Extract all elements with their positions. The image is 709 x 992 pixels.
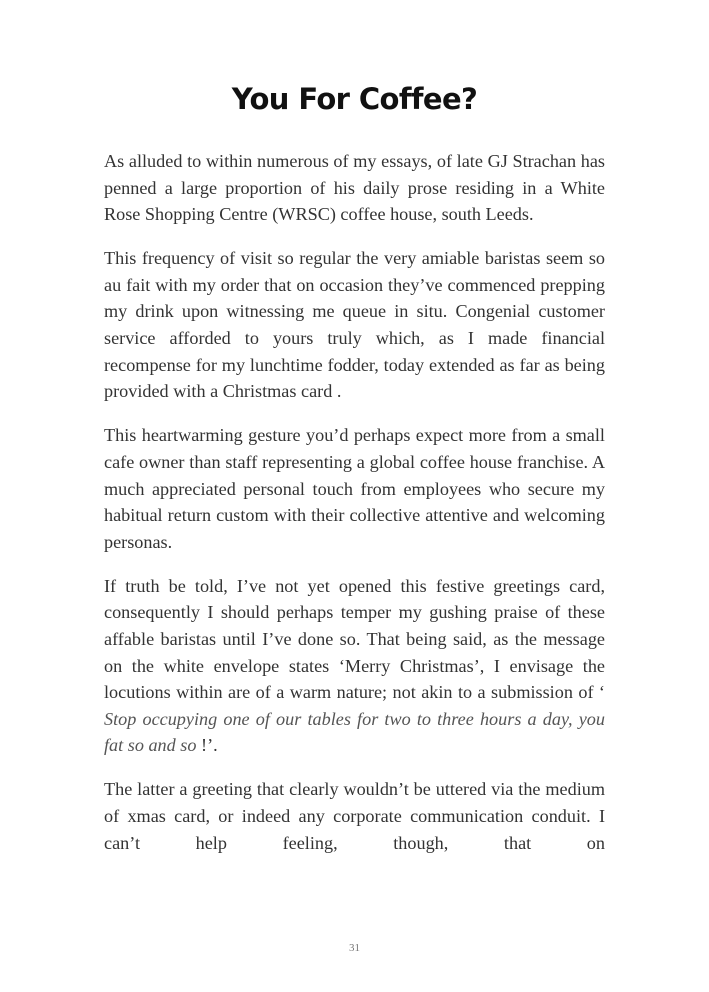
paragraph-1: As alluded to within numerous of my essays, of late GJ Strachan has penned a large proportion of his daily prose residing in a White Rose Shopping Centre (WRSC) coffee house, south Leeds. bbox=[104, 151, 605, 225]
paragraph-3: This heartwarming gesture you’d perhaps expect more from a small cafe owner than staff representing a global coffee house franchise. A much appreciated personal touch from employees who secure my habitual return custom with their collective attentive and welcoming personas. bbox=[104, 425, 605, 552]
paragraph-2: This frequency of visit so regular the very amiable baristas seem so au fait with my order that on occasion they’ve commenced prepping my drink upon witnessing me queue in situ. Congenial customer service afforded to yours truly which, as I made financial recompense for my lunchtime fodder, today extended as far as being provided with a Christmas card . bbox=[104, 248, 605, 402]
paragraph-4-closing: !’. bbox=[196, 735, 218, 756]
chapter-title: You For Coffee? bbox=[231, 82, 478, 116]
chapter-body bbox=[104, 148, 605, 874]
paragraph-5: The latter a greeting that clearly wouldn’t be uttered via the medium of xmas card, or indeed any corporate communication conduit. I can’t help feeling, though, that on bbox=[104, 779, 605, 853]
paragraph-4-text: If truth be told, I’ve not yet opened this festive greetings card, consequently I should perhaps temper my gushing praise of these affable baristas until I’ve done so. That being said, as the message on the white envelope states ‘Merry Christmas’, I envisage the locutions within are of a warm nature; not akin to a submission of ‘ bbox=[104, 575, 605, 703]
paragraph-4 bbox=[104, 573, 605, 759]
page-number: 31 bbox=[349, 942, 360, 954]
quoted-remark: Stop occupying one of our tables for two to three hours a day, you fat so and so bbox=[104, 708, 605, 756]
